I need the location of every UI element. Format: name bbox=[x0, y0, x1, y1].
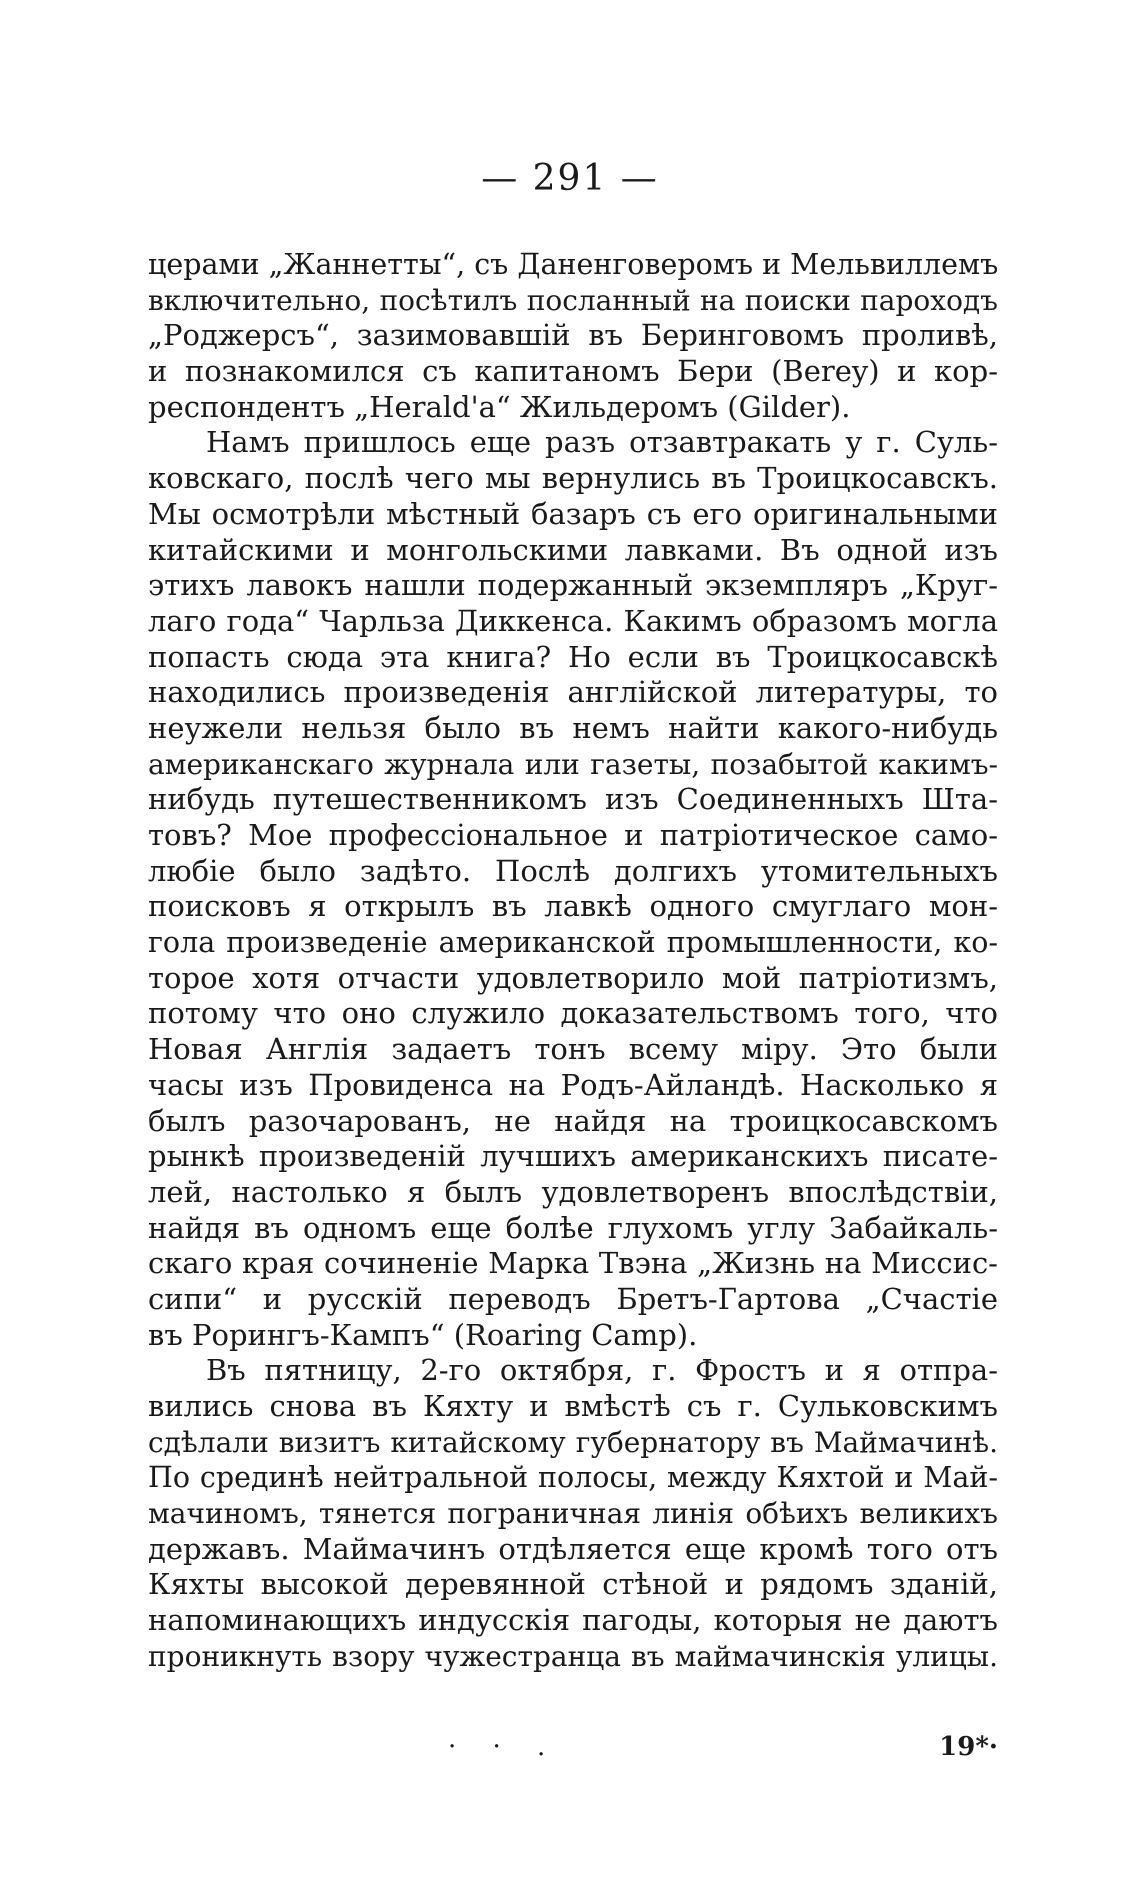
text-line: неужели нельзя было въ немъ найти какого-нибудь bbox=[148, 710, 998, 745]
text-line: напоминающихъ индусскія пагоды, которыя не даютъ bbox=[148, 1603, 998, 1638]
text-line: „Роджерсъ“, зазимовавшій въ Беринговомъ проливѣ, bbox=[148, 318, 998, 353]
text-line: лей, настолько я былъ удовлетворенъ впослѣдствіи, bbox=[148, 1174, 998, 1209]
page-footer bbox=[148, 1732, 998, 1768]
text-line: По срединѣ нейтральной полосы, между Кяхтой и Май- bbox=[148, 1461, 998, 1495]
text-line: любіе было задѣто. Послѣ долгихъ утомительныхъ bbox=[148, 853, 998, 888]
text-line: и познакомился съ капитаномъ Бери (Berey) и кор- bbox=[148, 354, 998, 389]
text-line: Новая Англія задаетъ тонъ всему міру. Это были bbox=[148, 1032, 998, 1067]
text-line: товъ? Мое профессіональное и патріотическое само- bbox=[148, 818, 998, 852]
text-line: поисковъ я открылъ въ лавкѣ одного смуглаго мон- bbox=[148, 889, 998, 924]
text-line: рынкѣ произведеній лучшихъ американскихъ писате- bbox=[148, 1139, 998, 1174]
text-line: лаго года“ Чарльза Диккенса. Какимъ образомъ могла bbox=[148, 603, 998, 638]
text-line: попасть сюда эта книга? Но если въ Троицкосавскѣ bbox=[148, 639, 998, 674]
text-line: вились снова въ Кяхту и вмѣстѣ съ г. Сульковскимъ bbox=[148, 1389, 998, 1423]
text-line: Кяхты высокой деревянной стѣной и рядомъ зданій, bbox=[148, 1567, 998, 1602]
text-line: американскаго журнала или газеты, позабытой какимъ- bbox=[148, 747, 998, 781]
text-line: сдѣлали визитъ китайскому губернатору въ Маймачинѣ. bbox=[148, 1425, 998, 1459]
text-line: гола произведеніе американской промышленности, ко- bbox=[148, 926, 998, 960]
text-line: былъ разочарованъ, не найдя на троицкосавскомъ bbox=[148, 1103, 998, 1138]
text-line: ковскаго, послѣ чего мы вернулись въ Троицкосавскъ. bbox=[148, 461, 998, 496]
text-line: китайскими и монгольскими лавками. Въ одной изъ bbox=[148, 532, 998, 567]
text-line: державъ. Маймачинъ отдѣляется еще кромѣ того отъ bbox=[148, 1531, 998, 1566]
footer-dots: · · . bbox=[448, 1732, 560, 1762]
body-text bbox=[148, 247, 998, 1675]
text-line: этихъ лавокъ нашли подержанный экземпляръ „Круг- bbox=[148, 568, 998, 603]
text-line: потому что оно служило доказательствомъ того, что bbox=[148, 996, 998, 1031]
text-line: часы изъ Провиденса на Родъ-Айландѣ. Насколько я bbox=[148, 1067, 998, 1102]
text-line: нибудь путешественникомъ изъ Соединенныхъ Шта- bbox=[148, 782, 998, 817]
text-line: въ Рорингъ-Кампъ“ (Roaring Camp). bbox=[148, 1317, 698, 1352]
text-line: проникнуть взору чужестранца въ маймачинскія улицы. bbox=[148, 1639, 998, 1673]
text-line: Мы осмотрѣли мѣстный базаръ съ его оригинальными bbox=[148, 496, 998, 531]
text-line: торое хотя отчасти удовлетворило мой патріотизмъ, bbox=[148, 960, 998, 995]
text-line: респондентъ „Herald'a“ Жильдеромъ (Gilder). bbox=[148, 389, 851, 424]
text-line: находились произведенія англійской литературы, то bbox=[148, 675, 998, 710]
text-line: включительно, посѣтилъ посланный на поиски пароходъ bbox=[148, 283, 998, 317]
text-line: найдя въ одномъ еще болѣе глухомъ углу Забайкаль- bbox=[148, 1210, 998, 1245]
text-line: церами „Жаннетты“, съ Даненговеромъ и Мельвиллемъ bbox=[148, 248, 999, 281]
text-line: сипи“ и русскій переводъ Бретъ-Гартова „Счастіе bbox=[148, 1281, 998, 1316]
printer-signature: 19*· bbox=[939, 1732, 998, 1762]
text-line: мачиномъ, тянется пограничная линія обѣихъ великихъ bbox=[148, 1497, 998, 1531]
text-line: Въ пятницу, 2-го октября, г. Фростъ и я отпра- bbox=[206, 1353, 998, 1388]
text-line: Намъ пришлось еще разъ отзавтракать у г. Суль- bbox=[206, 425, 998, 460]
text-line: скаго края сочиненіе Марка Твэна „Жизнь на Миссис- bbox=[148, 1246, 998, 1281]
page-number: — 291 — bbox=[481, 158, 659, 199]
